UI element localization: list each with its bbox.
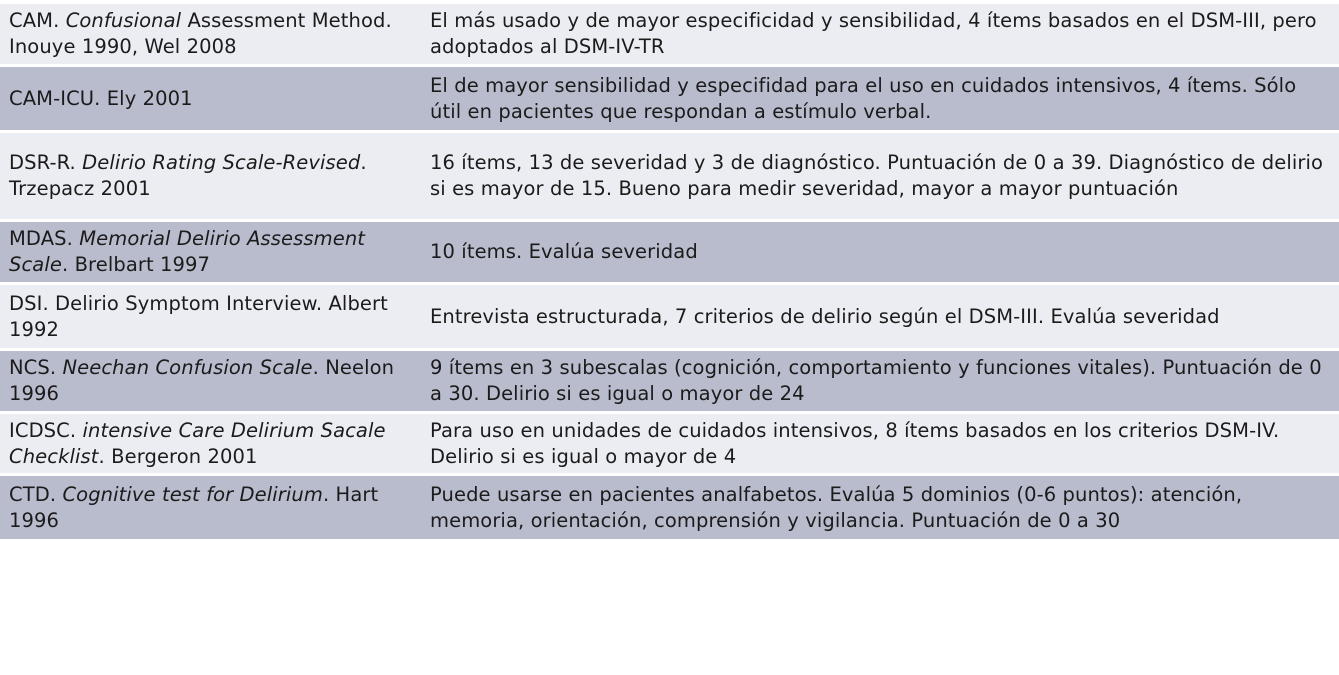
scale-name: CAM. Confusional Assessment Method. Inouye 1990, Wel 2008	[9, 9, 392, 58]
scale-description: 10 ítems. Evalúa severidad	[430, 240, 698, 263]
scale-name: CAM-ICU. Ely 2001	[9, 86, 193, 110]
table-row	[0, 476, 1339, 542]
table-row	[0, 222, 1339, 285]
table-row	[0, 285, 1339, 351]
scale-name: MDAS. Memorial Delirio Assessment Scale. Brelbart 1997	[9, 227, 366, 276]
scale-name: ICDSC. intensive Care Delirium Sacale Checklist. Bergeron 2001	[9, 418, 386, 468]
table-row	[0, 4, 1339, 67]
scale-description: Entrevista estructurada, 7 criterios de delirio según el DSM-III. Evalúa severidad	[430, 304, 1220, 328]
scale-name: DSR-R. Delirio Rating Scale-Revised. Trzepacz 2001	[9, 151, 367, 200]
scale-description: 16 ítems, 13 de severidad y 3 de diagnóstico. Puntuación de 0 a 39. Diagnóstico de delirio si es mayor de 15. Bueno para medir severidad, mayor a mayor puntuación	[430, 151, 1324, 200]
scale-description: Para uso en unidades de cuidados intensivos, 8 ítems basados en los criterios DSM-IV. Delirio si es igual o mayor de 4	[430, 418, 1280, 468]
table-row	[0, 133, 1339, 222]
scale-description: 9 ítems en 3 subescalas (cognición, comportamiento y funciones vitales). Puntuación de 0 a 30. Delirio si es igual o mayor de 24	[430, 356, 1322, 405]
table-row	[0, 351, 1339, 414]
scale-name: DSI. Delirio Symptom Interview. Albert 1992	[9, 291, 388, 341]
scale-name: CTD. Cognitive test for Delirium. Hart 1996	[9, 482, 379, 532]
scale-description: Puede usarse en pacientes analfabetos. Evalúa 5 dominios (0-6 puntos): atención, memoria, orientación, comprensión y vigilancia. Puntuación de 0 a 30	[430, 482, 1243, 532]
delirium-scales-table	[0, 4, 1339, 542]
table-row	[0, 414, 1339, 476]
table-row	[0, 67, 1339, 133]
scale-description: El más usado y de mayor especificidad y sensibilidad, 4 ítems basados en el DSM-III, pero adoptados al DSM-IV-TR	[430, 9, 1317, 58]
scale-description: El de mayor sensibilidad y especifidad para el uso en cuidados intensivos, 4 ítems. Sólo útil en pacientes que respondan a estímulo verbal.	[430, 73, 1297, 123]
scale-name: NCS. Neechan Confusion Scale. Neelon 1996	[9, 356, 395, 405]
